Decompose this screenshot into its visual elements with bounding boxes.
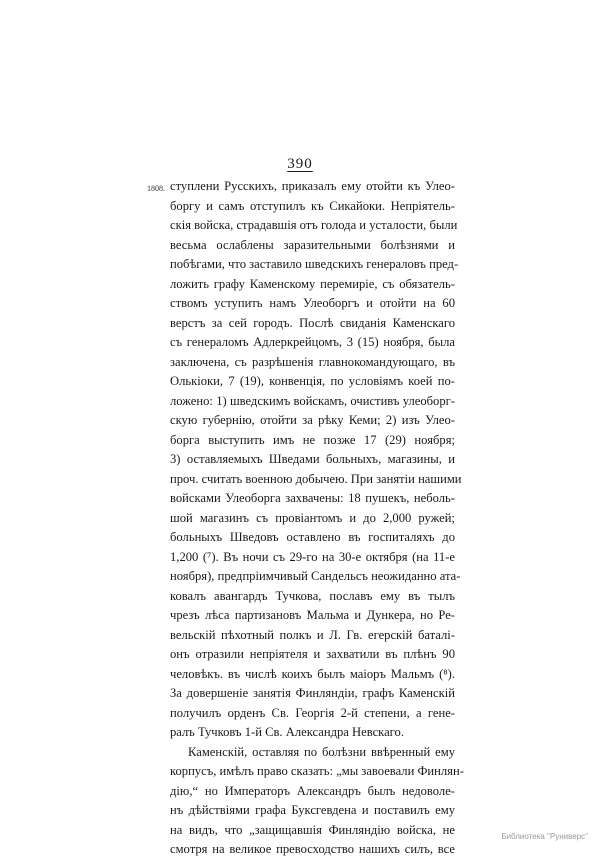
text-line: боргу и самъ отступилъ къ Сикайоки. Непріятель-: [170, 198, 455, 213]
text-line: 3) оставляемыхъ Шведами больныхъ, магазины, и: [170, 452, 455, 466]
text-line: борга выступить имъ не позже 17 (29) ноября;: [170, 432, 455, 447]
text-line: получилъ орденъ Св. Георгія 2-й степени, а гене-: [170, 705, 455, 720]
margin-year: 1808.: [147, 184, 165, 193]
text-line: шой магазинъ съ провіантомъ и до 2,000 ружей;: [170, 510, 455, 525]
text-line: весьма ослаблены заразительными болѣзнями и: [170, 237, 455, 252]
text-line: верстъ за сей городъ. Послѣ свиданія Каменскаго: [170, 315, 455, 330]
text-line: корпусъ, имѣлъ право сказать: „мы завоевали Финлян-: [170, 764, 464, 778]
text-line: ложено: 1) шведскимъ войскамъ, очистивъ улеоборг-: [170, 393, 455, 408]
text-line: За довершеніе занятія Финляндіи, графъ Каменскій: [170, 686, 455, 700]
page-number: 390: [287, 156, 313, 172]
text-line: войсками Улеоборга захвачены: 18 пушекъ, неболь-: [170, 491, 455, 505]
text-line: ствомъ уступить намъ Улеоборгъ и отойти на 60: [170, 296, 455, 310]
text-line: съ генераломъ Адлеркрейцомъ, 3 (15) ноября, была: [170, 335, 455, 349]
text-line: ноября), предпріимчивый Сандельсъ неожиданно ата-: [170, 569, 461, 583]
text-line: вельскій пѣхотный полкъ и Л. Гв. егерскій баталі-: [170, 627, 455, 642]
text-line: скія войска, страдавшія отъ голода и усталости, были: [170, 218, 458, 232]
text-line: онъ отразили непріятеля и захватили въ плѣнъ 90: [170, 647, 455, 661]
text-line: человѣкъ. въ числѣ коихъ былъ маіоръ Мальмъ (⁸).: [170, 666, 455, 681]
text-line: Каменскій, оставляя по болѣзни ввѣренный ему: [188, 744, 455, 759]
text-line: ралъ Тучковъ 1-й Св. Александра Невскаго.: [170, 725, 404, 739]
text-line: нъ дѣйствіями графа Буксгевдена и поставилъ ему: [170, 803, 455, 817]
text-line: ковалъ авангардъ Тучкова, пославъ ему въ тылъ: [170, 588, 455, 603]
text-line: чрезъ лѣса партизановъ Мальма и Дункера, но Ре-: [170, 608, 455, 622]
text-line: скую губернію, отойти за рѣку Кеми; 2) изъ Улео-: [170, 413, 455, 427]
text-line: ступлени Русскихъ, приказалъ ему отойти къ Улео-: [170, 179, 455, 193]
text-line: ложить графу Каменскому перемиріе, съ обязатель-: [170, 276, 455, 291]
text-line: на видъ, что „защищавшія Финляндію войска, не: [170, 822, 455, 837]
text-line: Олькіоки, 7 (19), конвенція, по условіямъ коей по-: [170, 374, 455, 388]
text-line: заключена, съ разрѣшенія главнокомандующаго, въ: [170, 354, 455, 369]
library-watermark: Библиотека "Руниверс": [501, 832, 588, 841]
text-line: 1,200 (⁷). Въ ночи съ 29-го на 30-е октября (на 11-е: [170, 549, 455, 564]
text-line: больныхъ Шведовъ оставлено въ госпиталяхъ до: [170, 530, 455, 544]
body-text: [170, 177, 464, 860]
text-line: побѣгами, что заставило шведскихъ генераловъ пред-: [170, 257, 459, 271]
text-line: смотря на великое превосходство нашихъ силъ, все: [170, 842, 455, 856]
text-line: дію,“ но Императоръ Александръ былъ недоволе-: [170, 783, 455, 798]
text-line: проч. считать военною добычею. При занятіи нашими: [170, 471, 462, 486]
